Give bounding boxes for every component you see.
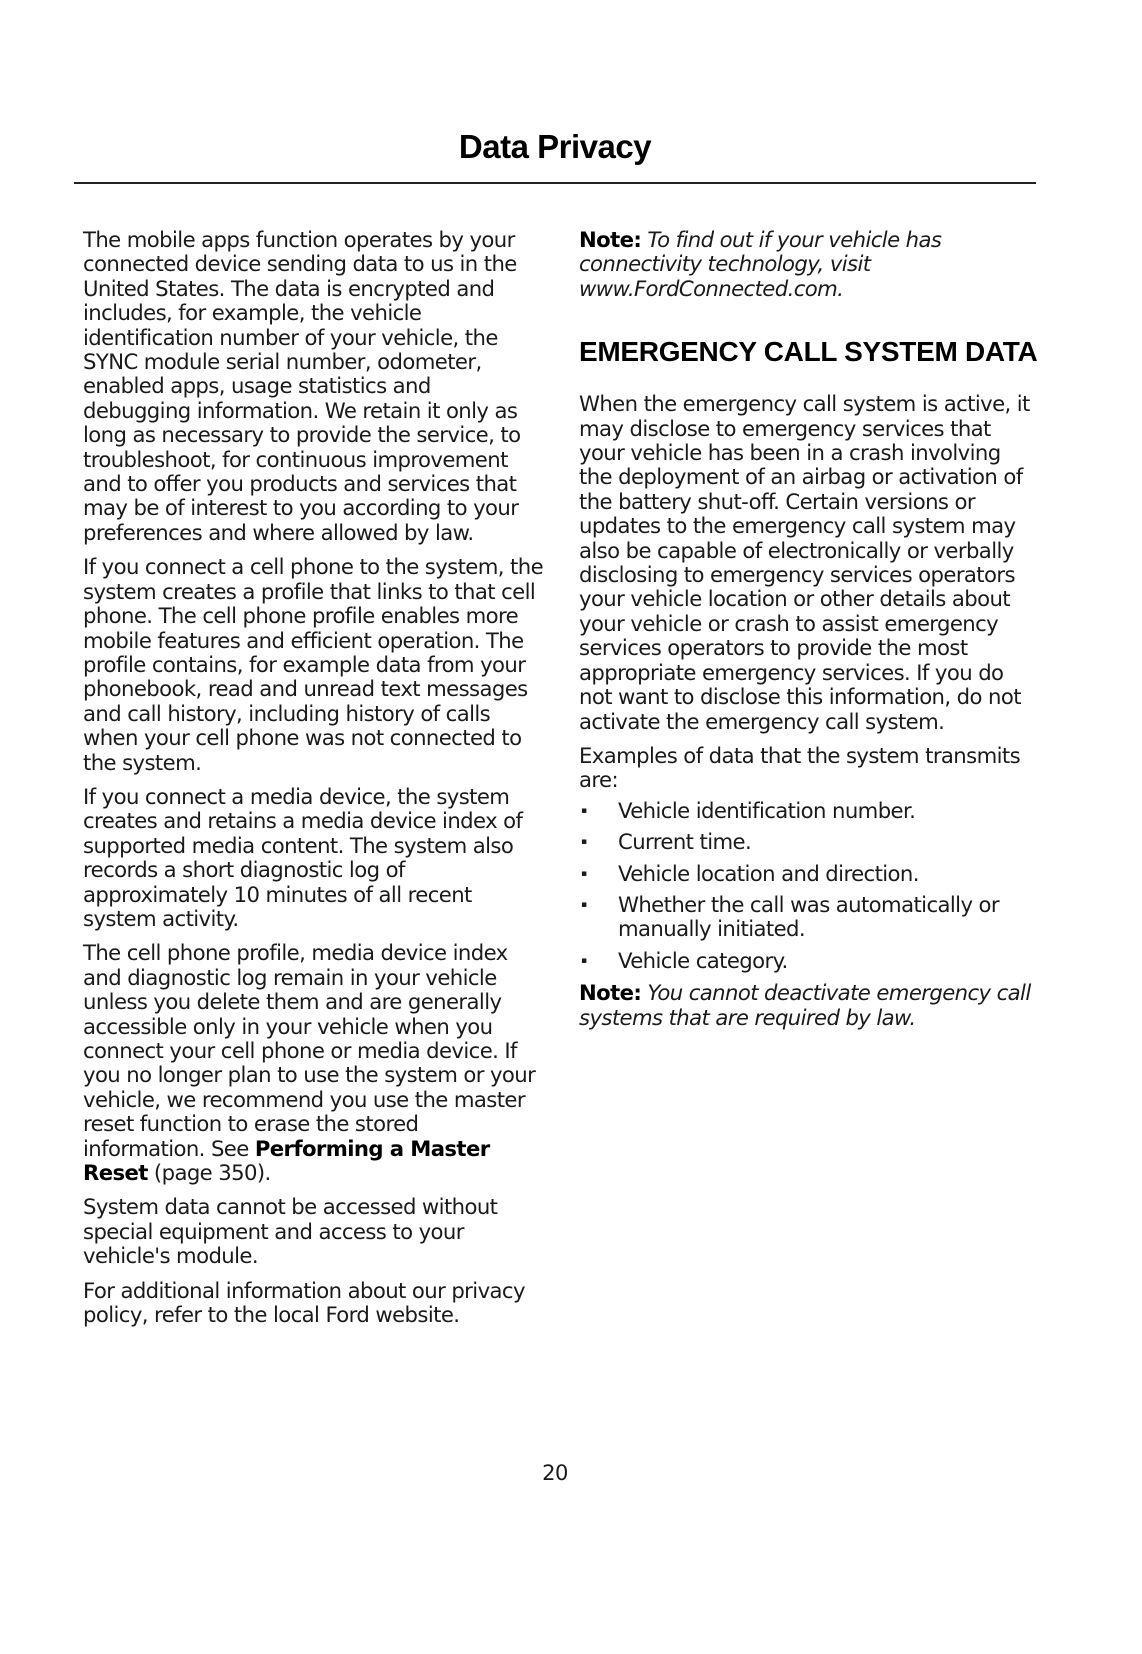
page-title: Data Privacy <box>458 128 652 165</box>
list-item: ▪ Vehicle identification number. <box>581 797 916 823</box>
section-heading-emergency-call: EMERGENCY CALL SYSTEM DATA <box>579 336 1038 368</box>
list-item: ▪ Vehicle location and direction. <box>581 860 919 886</box>
note-connectivity <box>579 228 1039 301</box>
page-reference: (page 350). <box>147 1160 271 1186</box>
list-item: ▪ Whether the call was automatically or manually initiated. <box>581 891 1000 942</box>
title-divider <box>74 182 1036 184</box>
note-label: Note: <box>579 980 642 1006</box>
paragraph-emergency-call: When the emergency call system is active, it may disclose to emergency services that your vehicle has been in a crash involving the deployment of an airbag or activation of the battery shut-off. Certain versions or updates to the emergency call system may also be capable of electronically or verbally disclosing to emergency services operators your vehicle location or other details about your vehicle or crash to assist emergency services operators to provide the most appropriate emergency services. If you do not want to disclose this information, do not activate the emergency call system. <box>579 391 1030 734</box>
master-reset-text: The cell phone profile, media device index and diagnostic log remain in your vehicle unless you delete them and are generally accessible only in your vehicle when you connect your cell phone or media device. If you no longer plan to use the system or your vehicle, we recommend you use the master reset function to erase the stored information. See <box>83 940 536 1161</box>
paragraph-privacy-policy: For additional information about our privacy policy, refer to the local Ford website. <box>83 1277 525 1328</box>
transmitted-data-list <box>579 799 1039 973</box>
note-text: You cannot deactivate emergency call systems that are required by law. <box>579 980 1031 1030</box>
bullet-icon: ▪ <box>581 955 587 966</box>
list-intro: Examples of data that the system transmits are: <box>579 742 1021 793</box>
master-reset-link[interactable]: Performing a Master Reset <box>83 1135 490 1186</box>
list-item: ▪ Vehicle category. <box>581 947 788 973</box>
note-emergency-deactivation <box>579 981 1039 1030</box>
bullet-icon: ▪ <box>581 899 587 910</box>
page-number: 20 <box>542 1461 568 1485</box>
paragraph-master-reset <box>83 941 543 1185</box>
note-label: Note: <box>579 227 642 252</box>
right-column <box>579 228 1039 1040</box>
paragraph-cell-phone-profile: If you connect a cell phone to the system, the system creates a profile that links to that cell phone. The cell phone profile enables more mobile features and efficient operation. The profile contains, for example data from your phonebook, read and unread text messages and call history, including history of calls when your cell phone was not connected to the system. <box>83 554 544 775</box>
bullet-icon: ▪ <box>581 805 587 816</box>
paragraph-system-data-access: System data cannot be accessed without special equipment and access to your vehicle's module. <box>83 1194 498 1269</box>
bullet-icon: ▪ <box>581 837 587 848</box>
paragraph-mobile-apps: The mobile apps function operates by your connected device sending data to us in the United States. The data is encrypted and includes, for example, the vehicle identification number of your vehicle, the SYNC module serial number, odometer, enabled apps, usage statistics and debugging information. We retain it only as long as necessary to provide the service, to troubleshoot, for continuous improvement and to offer you products and services that may be of interest to you according to your preferences and where allowed by law. <box>83 227 521 545</box>
list-item: ▪ Current time. <box>581 829 752 855</box>
paragraph-media-device: If you connect a media device, the system creates and retains a media device index of supported media content. The system also records a short diagnostic log of approximately 10 minutes of all recent system activity. <box>83 783 523 931</box>
note-text: To find out if your vehicle has connectivity technology, visit www.FordConnected.com. <box>579 227 942 301</box>
bullet-icon: ▪ <box>581 868 587 879</box>
left-column <box>83 228 543 1337</box>
